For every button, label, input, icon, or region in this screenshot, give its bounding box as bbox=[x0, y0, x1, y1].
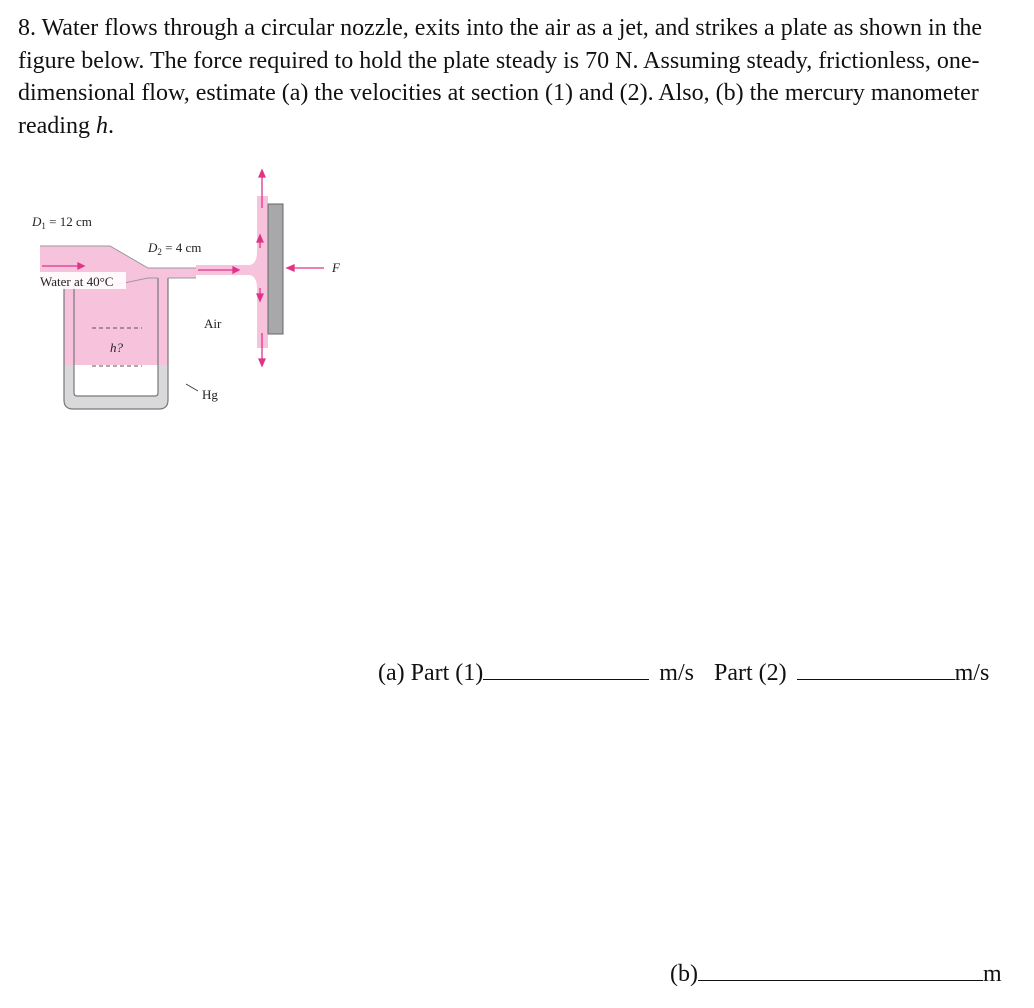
plate bbox=[268, 204, 283, 334]
h-symbol: h bbox=[95, 112, 108, 139]
hg-label: Hg bbox=[202, 387, 218, 402]
water-label: Water at 40°C bbox=[40, 274, 114, 289]
part-a-prefix: (a) Part (1) bbox=[378, 660, 484, 686]
nozzle-figure bbox=[28, 168, 348, 413]
answer-part-a bbox=[378, 657, 989, 687]
part-a-mid: Part (2) bbox=[713, 660, 787, 686]
part-b-prefix: (b) bbox=[670, 961, 698, 987]
air-label: Air bbox=[204, 316, 222, 331]
d2-label: $D_2 = 4$ cm bbox=[148, 240, 202, 257]
problem-text-end: . bbox=[107, 112, 114, 139]
part-a1-blank[interactable] bbox=[483, 657, 649, 680]
part-b-blank[interactable] bbox=[698, 958, 983, 981]
part-b-unit: m bbox=[982, 961, 1002, 987]
problem-number: 8. bbox=[18, 15, 36, 41]
answer-part-b bbox=[670, 958, 1002, 988]
force-label: F bbox=[332, 260, 340, 275]
problem-text: Water flows through a circular nozzle, exits into the air as a jet, and strikes a plate as shown in the figure below. The force required to hold the plate steady is 70 N. Assuming steady, frictionless, one-dimensional flow, estimate (a) the velocities at section (1) and (2). Also, (b) the mercury manometer reading bbox=[18, 15, 982, 139]
part-a-unit1: m/s bbox=[659, 660, 694, 686]
h-label: h? bbox=[110, 340, 123, 355]
part-a2-blank[interactable] bbox=[797, 657, 955, 680]
mercury-column bbox=[64, 365, 168, 409]
part-a-unit2: m/s bbox=[954, 660, 990, 686]
jet-spread bbox=[250, 196, 268, 348]
hg-leader bbox=[186, 384, 198, 391]
d1-label: $D_1 = 12$ cm bbox=[32, 214, 92, 231]
problem-statement bbox=[18, 12, 1018, 142]
